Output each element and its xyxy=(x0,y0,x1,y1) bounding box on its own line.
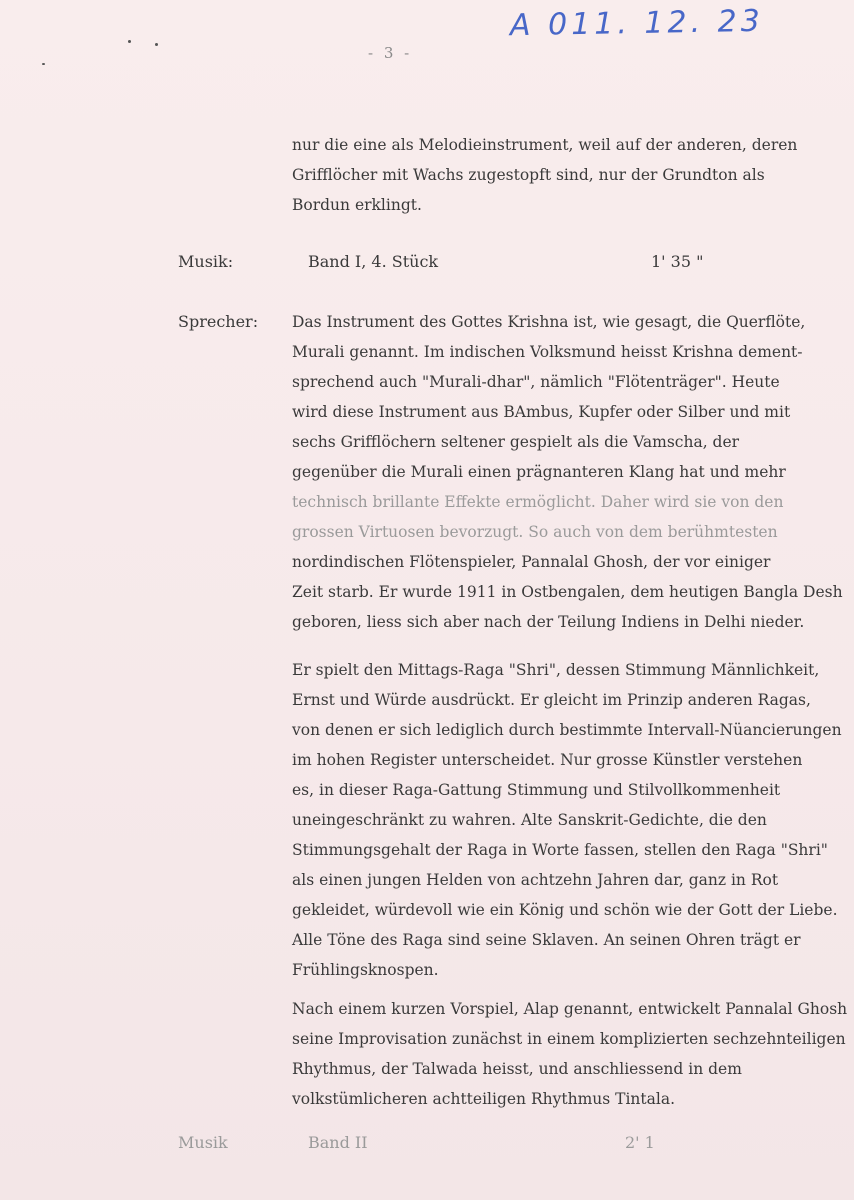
music-label-2: Musik xyxy=(178,1133,228,1152)
text-line: wird diese Instrument aus BAmbus, Kupfer oder Silber und mit xyxy=(292,403,791,421)
speaker-label: Sprecher: xyxy=(178,312,259,331)
text-line: Stimmungsgehalt der Raga in Worte fassen, stellen den Raga "Shri" xyxy=(292,841,828,859)
intro-paragraph xyxy=(292,130,837,220)
text-line: Bordun erklingt. xyxy=(292,196,422,214)
text-line: es, in dieser Raga-Gattung Stimmung und Stilvollkommenheit xyxy=(292,781,781,799)
music-duration-2: 2' 1 xyxy=(625,1133,655,1152)
text-line: Frühlingsknospen. xyxy=(292,961,439,979)
speaker-paragraph-3 xyxy=(292,994,848,1114)
text-line: nur die eine als Melodieinstrument, weil auf der anderen, deren xyxy=(292,136,798,154)
text-line: Zeit starb. Er wurde 1911 in Ostbengalen, dem heutigen Bangla Desh xyxy=(292,583,843,601)
music-label: Musik: xyxy=(178,252,234,271)
text-line: gegenüber die Murali einen prägnanteren Klang hat und mehr xyxy=(292,463,786,481)
text-line: seine Improvisation zunächst in einem komplizierten sechzehnteiligen xyxy=(292,1030,846,1048)
archive-number-stamp: A 011. 12. 23 xyxy=(509,3,765,44)
text-line: Das Instrument des Gottes Krishna ist, wie gesagt, die Querflöte, xyxy=(292,313,806,331)
text-line: Ernst und Würde ausdrückt. Er gleicht im Prinzip anderen Ragas, xyxy=(292,691,811,709)
ink-speck xyxy=(128,40,131,43)
text-line: grossen Virtuosen bevorzugt. So auch von dem berühmtesten xyxy=(292,523,778,541)
music-duration: 1' 35 " xyxy=(651,252,704,271)
text-line: als einen jungen Helden von achtzehn Jahren dar, ganz in Rot xyxy=(292,871,779,889)
text-line: nordindischen Flötenspieler, Pannalal Ghosh, der vor einiger xyxy=(292,553,771,571)
text-line: Rhythmus, der Talwada heisst, und anschliessend in dem xyxy=(292,1060,742,1078)
ink-speck xyxy=(42,63,45,65)
music-track-2: Band II xyxy=(308,1133,368,1152)
text-line: gekleidet, würdevoll wie ein König und schön wie der Gott der Liebe. xyxy=(292,901,838,919)
text-line: sprechend auch "Murali-dhar", nämlich "Flötenträger". Heute xyxy=(292,373,780,391)
text-line: Er spielt den Mittags-Raga "Shri", dessen Stimmung Männlichkeit, xyxy=(292,661,820,679)
text-line: Murali genannt. Im indischen Volksmund heisst Krishna dement- xyxy=(292,343,803,361)
page-number: - 3 - xyxy=(368,44,413,62)
text-line: geboren, liess sich aber nach der Teilung Indiens in Delhi nieder. xyxy=(292,613,805,631)
text-line: technisch brillante Effekte ermöglicht. Daher wird sie von den xyxy=(292,493,784,511)
text-line: im hohen Register unterscheidet. Nur grosse Künstler verstehen xyxy=(292,751,803,769)
speaker-paragraph-2 xyxy=(292,655,842,985)
text-line: uneingeschränkt zu wahren. Alte Sanskrit-Gedichte, die den xyxy=(292,811,767,829)
text-line: sechs Grifflöchern seltener gespielt als die Vamscha, der xyxy=(292,433,740,451)
text-line: Nach einem kurzen Vorspiel, Alap genannt, entwickelt Pannalal Ghosh xyxy=(292,1000,848,1018)
text-line: volkstümlicheren achtteiligen Rhythmus Tintala. xyxy=(292,1090,676,1108)
speaker-paragraph-1 xyxy=(292,307,843,637)
text-line: Alle Töne des Raga sind seine Sklaven. An seinen Ohren trägt er xyxy=(292,931,801,949)
text-line: von denen er sich lediglich durch bestimmte Intervall-Nüancierungen xyxy=(292,721,842,739)
music-track: Band I, 4. Stück xyxy=(308,252,439,271)
text-line: Grifflöcher mit Wachs zugestopft sind, nur der Grundton als xyxy=(292,166,765,184)
ink-speck xyxy=(155,43,158,46)
